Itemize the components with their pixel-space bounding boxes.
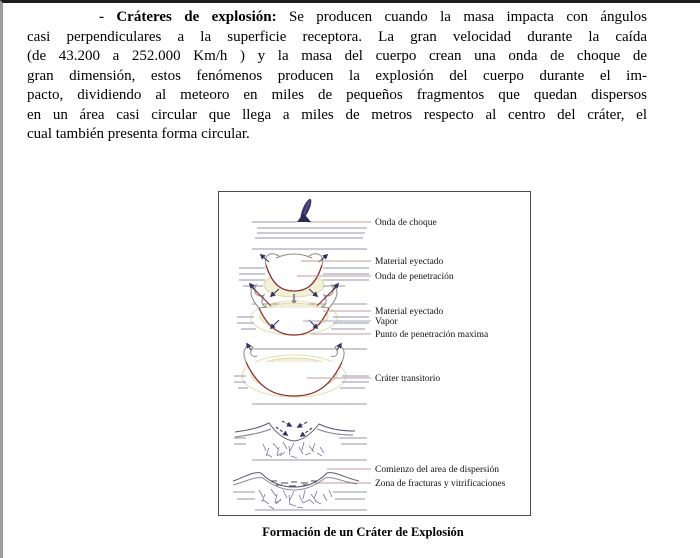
paragraph-line: cual también presenta forma circular. — [27, 126, 250, 142]
crater-surface-2 — [235, 429, 353, 437]
crater-surface — [235, 423, 355, 441]
crater-surface-2 — [233, 478, 357, 490]
paragraph-line — [27, 8, 647, 28]
paragraph-line: casi perpendiculares a la superficie receptora. La gran velocidad durante la caída — [27, 28, 647, 45]
label-material-eyectado: Material eyectado — [375, 257, 444, 267]
label-onda-de-choque: Onda de choque — [375, 218, 437, 228]
label-comienzo-area-dispersion: Comienzo del area de dispersión — [375, 465, 499, 475]
stage-shock-wave — [252, 198, 437, 249]
breccia-fill — [271, 481, 317, 486]
paragraph-line: gran dimensión, estos fenómenos producen la explosión del cuerpo durante el im- — [27, 67, 647, 84]
label-zona-fracturas-vitrificaciones: Zona de fracturas y vitrificaciones — [375, 479, 506, 489]
slump-arrow — [282, 421, 291, 426]
label-material-eyectado-2: Material eyectado — [375, 307, 444, 317]
ejecta-curtain — [265, 254, 322, 265]
fracture-hatch — [259, 489, 332, 509]
stage-transient-crater — [234, 344, 440, 404]
paragraph-line-text: Se producen cuando la masa impacta con ángulos — [276, 9, 647, 25]
crater-bowl — [246, 362, 342, 396]
paragraph-crateres-de-explosion — [27, 8, 647, 145]
paragraph-line: (de 43.200 a 252.000 Km/h ) y la masa del cuerpo crean una onda de choque de — [27, 48, 647, 64]
label-onda-de-penetracion: Onda de penetración — [375, 272, 454, 282]
stage-final-crater — [233, 465, 506, 510]
strata-lines — [252, 228, 367, 249]
label-crater-transitorio: Cráter transitorio — [375, 374, 441, 384]
stage-penetration — [239, 254, 454, 304]
label-vapor: Vapor — [375, 317, 398, 327]
crater-formation-diagram — [219, 192, 530, 515]
impact-splat — [297, 213, 311, 222]
slump-arrow — [276, 427, 287, 435]
slump-arrow — [301, 428, 312, 436]
stage-slumping — [234, 421, 367, 460]
fracture-hatch — [263, 442, 324, 458]
label-punto-penetracion-maxima: Punto de penetración maxima — [375, 330, 489, 340]
slump-arrow — [298, 422, 307, 427]
paragraph-line: en un área casi circular que llega a miles de metros respecto al centro del cráter, el — [27, 106, 647, 123]
figure-caption: Formación de un Cráter de Explosión — [262, 525, 464, 539]
crater-formation-figure — [218, 191, 531, 516]
paragraph-line: pacto, dividiendo al meteoro en miles de pequeños fragmentos que quedan dispersos — [27, 87, 647, 103]
paragraph-lead-bold: - Cráteres de explosión: — [99, 9, 277, 25]
